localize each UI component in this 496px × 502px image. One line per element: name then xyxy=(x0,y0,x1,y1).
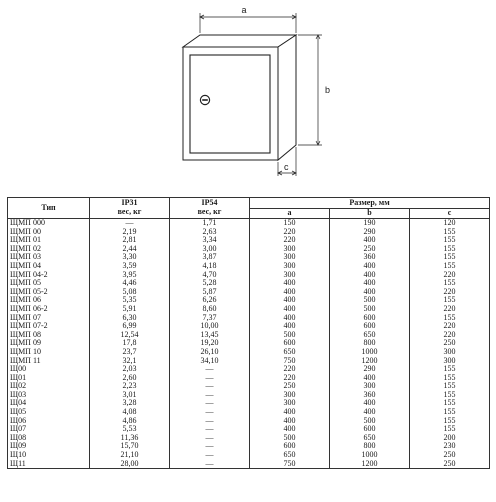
cell-size-b: 400 xyxy=(330,236,410,245)
cell-ip31-weight: 5,35 xyxy=(90,296,170,305)
cell-ip31-weight: 5,53 xyxy=(90,425,170,434)
cell-ip54-weight: 3,34 xyxy=(170,236,250,245)
cell-size-c: 155 xyxy=(410,236,490,245)
table-row xyxy=(8,460,490,469)
cell-ip54-weight: 34,10 xyxy=(170,357,250,366)
cell-ip31-weight: 5,08 xyxy=(90,288,170,297)
cell-size-b: 500 xyxy=(330,417,410,426)
cell-size-a: 400 xyxy=(250,279,330,288)
cell-size-c: 250 xyxy=(410,339,490,348)
cell-ip31-weight: 17,8 xyxy=(90,339,170,348)
cell-size-a: 300 xyxy=(250,399,330,408)
cell-size-a: 600 xyxy=(250,339,330,348)
cell-size-b: 400 xyxy=(330,279,410,288)
cell-size-b: 400 xyxy=(330,374,410,383)
cell-size-a: 750 xyxy=(250,357,330,366)
cell-size-b: 300 xyxy=(330,382,410,391)
header-ip54-sub: вес, кг xyxy=(197,207,222,216)
table-row xyxy=(8,271,490,280)
cell-ip31-weight: 6,30 xyxy=(90,314,170,323)
header-ip31 xyxy=(90,198,170,219)
table-row xyxy=(8,391,490,400)
table-row xyxy=(8,253,490,262)
cell-ip31-weight: 3,95 xyxy=(90,271,170,280)
cell-ip31-weight: 3,30 xyxy=(90,253,170,262)
cell-ip54-weight: 6,26 xyxy=(170,296,250,305)
cell-size-a: 600 xyxy=(250,442,330,451)
cell-size-b: 400 xyxy=(330,262,410,271)
cell-ip31-weight: 2,81 xyxy=(90,236,170,245)
dimension-a xyxy=(200,13,296,33)
cell-size-c: 220 xyxy=(410,271,490,280)
cell-size-b: 800 xyxy=(330,339,410,348)
cell-type: Щ00 xyxy=(8,365,90,374)
cell-size-c: 155 xyxy=(410,296,490,305)
table-row xyxy=(8,408,490,417)
cell-size-c: 155 xyxy=(410,314,490,323)
cell-size-a: 650 xyxy=(250,348,330,357)
cell-type: ЩМП 06 xyxy=(8,296,90,305)
cell-size-a: 400 xyxy=(250,296,330,305)
cell-size-a: 400 xyxy=(250,425,330,434)
cell-ip54-weight: — xyxy=(170,408,250,417)
table-row xyxy=(8,434,490,443)
dimension-c-label: c xyxy=(284,162,289,172)
cell-ip54-weight: — xyxy=(170,365,250,374)
dimension-a-label: a xyxy=(241,5,247,15)
cell-size-a: 250 xyxy=(250,382,330,391)
cell-size-b: 360 xyxy=(330,391,410,400)
table-row xyxy=(8,382,490,391)
cell-ip54-weight: 26,10 xyxy=(170,348,250,357)
table-row xyxy=(8,451,490,460)
cell-size-a: 400 xyxy=(250,417,330,426)
cell-type: ЩМП 03 xyxy=(8,253,90,262)
cell-ip31-weight: 5,91 xyxy=(90,305,170,314)
cell-size-b: 800 xyxy=(330,442,410,451)
cell-size-a: 650 xyxy=(250,451,330,460)
header-type: Тип xyxy=(8,198,90,219)
header-col-a: a xyxy=(250,209,330,219)
table-row xyxy=(8,425,490,434)
cell-size-c: 155 xyxy=(410,245,490,254)
cell-size-b: 400 xyxy=(330,271,410,280)
cell-size-c: 155 xyxy=(410,365,490,374)
table-row xyxy=(8,262,490,271)
table-row xyxy=(8,331,490,340)
cell-type: ЩМП 04 xyxy=(8,262,90,271)
dimension-b xyxy=(298,35,322,145)
table-row xyxy=(8,357,490,366)
table-row xyxy=(8,442,490,451)
header-ip54-title: IP54 xyxy=(201,198,218,208)
cell-size-a: 500 xyxy=(250,331,330,340)
cell-ip31-weight: 3,01 xyxy=(90,391,170,400)
table-row xyxy=(8,219,490,228)
cell-ip31-weight: 2,03 xyxy=(90,365,170,374)
cell-size-c: 230 xyxy=(410,442,490,451)
cell-size-b: 600 xyxy=(330,425,410,434)
cell-size-b: 600 xyxy=(330,314,410,323)
cell-ip54-weight: 7,37 xyxy=(170,314,250,323)
cell-size-b: 1200 xyxy=(330,357,410,366)
cell-size-c: 155 xyxy=(410,253,490,262)
cell-ip31-weight: 23,7 xyxy=(90,348,170,357)
cell-ip31-weight: 4,86 xyxy=(90,417,170,426)
cabinet-drawing xyxy=(0,0,496,195)
cell-size-c: 155 xyxy=(410,374,490,383)
cell-size-a: 220 xyxy=(250,236,330,245)
header-col-c: c xyxy=(410,209,490,219)
cell-ip31-weight: 2,44 xyxy=(90,245,170,254)
cell-type: Щ01 xyxy=(8,374,90,383)
table-row xyxy=(8,374,490,383)
cell-size-c: 155 xyxy=(410,408,490,417)
cell-type: ЩМП 05-2 xyxy=(8,288,90,297)
cell-size-b: 290 xyxy=(330,228,410,237)
cell-size-c: 155 xyxy=(410,382,490,391)
cell-size-a: 300 xyxy=(250,391,330,400)
specs-table xyxy=(7,197,490,469)
cell-ip54-weight: — xyxy=(170,374,250,383)
cell-type: ЩМП 01 xyxy=(8,236,90,245)
cell-ip54-weight: 19,20 xyxy=(170,339,250,348)
cell-ip54-weight: 10,00 xyxy=(170,322,250,331)
cell-ip54-weight: — xyxy=(170,417,250,426)
cell-size-b: 600 xyxy=(330,322,410,331)
cell-type: Щ08 xyxy=(8,434,90,443)
cell-ip54-weight: — xyxy=(170,382,250,391)
cell-size-c: 220 xyxy=(410,305,490,314)
cell-size-b: 400 xyxy=(330,288,410,297)
cell-size-c: 155 xyxy=(410,262,490,271)
cell-ip31-weight: 15,70 xyxy=(90,442,170,451)
table-row xyxy=(8,399,490,408)
cell-type: ЩМП 000 xyxy=(8,219,90,228)
cell-size-c: 220 xyxy=(410,322,490,331)
cell-ip54-weight: — xyxy=(170,442,250,451)
cell-ip31-weight: 4,08 xyxy=(90,408,170,417)
cell-type: ЩМП 02 xyxy=(8,245,90,254)
lock-icon xyxy=(200,95,209,104)
cell-type: ЩМП 10 xyxy=(8,348,90,357)
cell-size-a: 300 xyxy=(250,271,330,280)
cell-size-a: 400 xyxy=(250,408,330,417)
cell-ip31-weight: 12,54 xyxy=(90,331,170,340)
cell-size-b: 1000 xyxy=(330,348,410,357)
cell-type: Щ06 xyxy=(8,417,90,426)
cell-size-a: 750 xyxy=(250,460,330,469)
cell-type: Щ09 xyxy=(8,442,90,451)
cell-size-a: 150 xyxy=(250,219,330,228)
table-row xyxy=(8,322,490,331)
cell-size-a: 220 xyxy=(250,228,330,237)
header-size: Размер, мм xyxy=(250,198,490,209)
cell-size-b: 1000 xyxy=(330,451,410,460)
cell-ip54-weight: 8,60 xyxy=(170,305,250,314)
cell-size-a: 500 xyxy=(250,434,330,443)
cell-size-c: 155 xyxy=(410,228,490,237)
table-row xyxy=(8,339,490,348)
cell-type: ЩМП 07-2 xyxy=(8,322,90,331)
cell-type: Щ03 xyxy=(8,391,90,400)
cell-ip31-weight: 6,99 xyxy=(90,322,170,331)
cell-ip31-weight: — xyxy=(90,219,170,228)
cell-size-c: 220 xyxy=(410,331,490,340)
specs-table-body xyxy=(8,219,490,469)
table-row xyxy=(8,348,490,357)
table-row xyxy=(8,236,490,245)
cell-type: Щ10 xyxy=(8,451,90,460)
cell-ip54-weight: — xyxy=(170,425,250,434)
cell-size-a: 400 xyxy=(250,305,330,314)
cell-ip54-weight: — xyxy=(170,460,250,469)
table-row xyxy=(8,245,490,254)
cell-ip54-weight: 5,87 xyxy=(170,288,250,297)
cell-size-a: 300 xyxy=(250,253,330,262)
cell-ip54-weight: 4,70 xyxy=(170,271,250,280)
cell-size-a: 400 xyxy=(250,314,330,323)
header-ip31-title: IP31 xyxy=(121,198,138,208)
cell-type: ЩМП 07 xyxy=(8,314,90,323)
cell-size-c: 155 xyxy=(410,425,490,434)
cell-ip54-weight: — xyxy=(170,451,250,460)
cell-size-c: 155 xyxy=(410,279,490,288)
cell-size-c: 155 xyxy=(410,417,490,426)
cell-size-b: 500 xyxy=(330,296,410,305)
cell-size-c: 250 xyxy=(410,451,490,460)
cell-ip54-weight: 1,71 xyxy=(170,219,250,228)
cell-ip54-weight: 5,28 xyxy=(170,279,250,288)
cell-size-a: 300 xyxy=(250,262,330,271)
cell-size-c: 155 xyxy=(410,391,490,400)
cell-size-c: 120 xyxy=(410,219,490,228)
cell-ip31-weight: 4,46 xyxy=(90,279,170,288)
cell-ip54-weight: 3,87 xyxy=(170,253,250,262)
cell-ip31-weight: 32,1 xyxy=(90,357,170,366)
table-row xyxy=(8,365,490,374)
cell-type: ЩМП 00 xyxy=(8,228,90,237)
table-row xyxy=(8,296,490,305)
cell-ip31-weight: 11,36 xyxy=(90,434,170,443)
cell-ip54-weight: 2,63 xyxy=(170,228,250,237)
table-row xyxy=(8,228,490,237)
cell-size-b: 400 xyxy=(330,399,410,408)
cell-size-b: 360 xyxy=(330,253,410,262)
cell-size-b: 250 xyxy=(330,245,410,254)
cell-size-c: 200 xyxy=(410,434,490,443)
cell-type: Щ04 xyxy=(8,399,90,408)
cell-ip54-weight: 3,00 xyxy=(170,245,250,254)
cell-size-b: 500 xyxy=(330,305,410,314)
header-ip31-sub: вес, кг xyxy=(117,207,142,216)
cell-size-a: 300 xyxy=(250,245,330,254)
cell-size-b: 400 xyxy=(330,408,410,417)
cell-type: Щ02 xyxy=(8,382,90,391)
cell-ip54-weight: 13,45 xyxy=(170,331,250,340)
cabinet-side-face xyxy=(278,35,296,160)
cell-ip31-weight: 2,23 xyxy=(90,382,170,391)
table-row xyxy=(8,288,490,297)
header-ip54 xyxy=(170,198,250,219)
cell-ip31-weight: 2,19 xyxy=(90,228,170,237)
cell-type: ЩМП 04-2 xyxy=(8,271,90,280)
table-row xyxy=(8,305,490,314)
cell-ip54-weight: 4,18 xyxy=(170,262,250,271)
cell-type: ЩМП 05 xyxy=(8,279,90,288)
table-row xyxy=(8,314,490,323)
cell-size-c: 300 xyxy=(410,348,490,357)
cabinet-top-face xyxy=(183,35,296,47)
cell-type: Щ05 xyxy=(8,408,90,417)
cell-size-b: 190 xyxy=(330,219,410,228)
cell-size-b: 650 xyxy=(330,331,410,340)
cell-type: ЩМП 08 xyxy=(8,331,90,340)
cell-ip31-weight: 2,60 xyxy=(90,374,170,383)
cell-size-b: 290 xyxy=(330,365,410,374)
cell-size-a: 400 xyxy=(250,288,330,297)
cell-type: Щ11 xyxy=(8,460,90,469)
cell-ip31-weight: 3,28 xyxy=(90,399,170,408)
dimension-b-label: b xyxy=(325,85,331,95)
table-row xyxy=(8,417,490,426)
cell-size-c: 300 xyxy=(410,357,490,366)
cell-size-a: 220 xyxy=(250,365,330,374)
cell-size-c: 250 xyxy=(410,460,490,469)
header-col-b: b xyxy=(330,209,410,219)
cell-size-c: 155 xyxy=(410,399,490,408)
cell-ip54-weight: — xyxy=(170,391,250,400)
cell-ip54-weight: — xyxy=(170,434,250,443)
table-row xyxy=(8,279,490,288)
cell-ip31-weight: 21,10 xyxy=(90,451,170,460)
cell-size-b: 1200 xyxy=(330,460,410,469)
cell-size-a: 400 xyxy=(250,322,330,331)
cell-type: ЩМП 06-2 xyxy=(8,305,90,314)
cell-size-b: 650 xyxy=(330,434,410,443)
cell-type: Щ07 xyxy=(8,425,90,434)
cell-type: ЩМП 09 xyxy=(8,339,90,348)
cell-ip54-weight: — xyxy=(170,399,250,408)
cell-ip31-weight: 3,59 xyxy=(90,262,170,271)
cell-size-c: 220 xyxy=(410,288,490,297)
cell-ip31-weight: 28,00 xyxy=(90,460,170,469)
cell-size-a: 220 xyxy=(250,374,330,383)
cell-type: ЩМП 11 xyxy=(8,357,90,366)
